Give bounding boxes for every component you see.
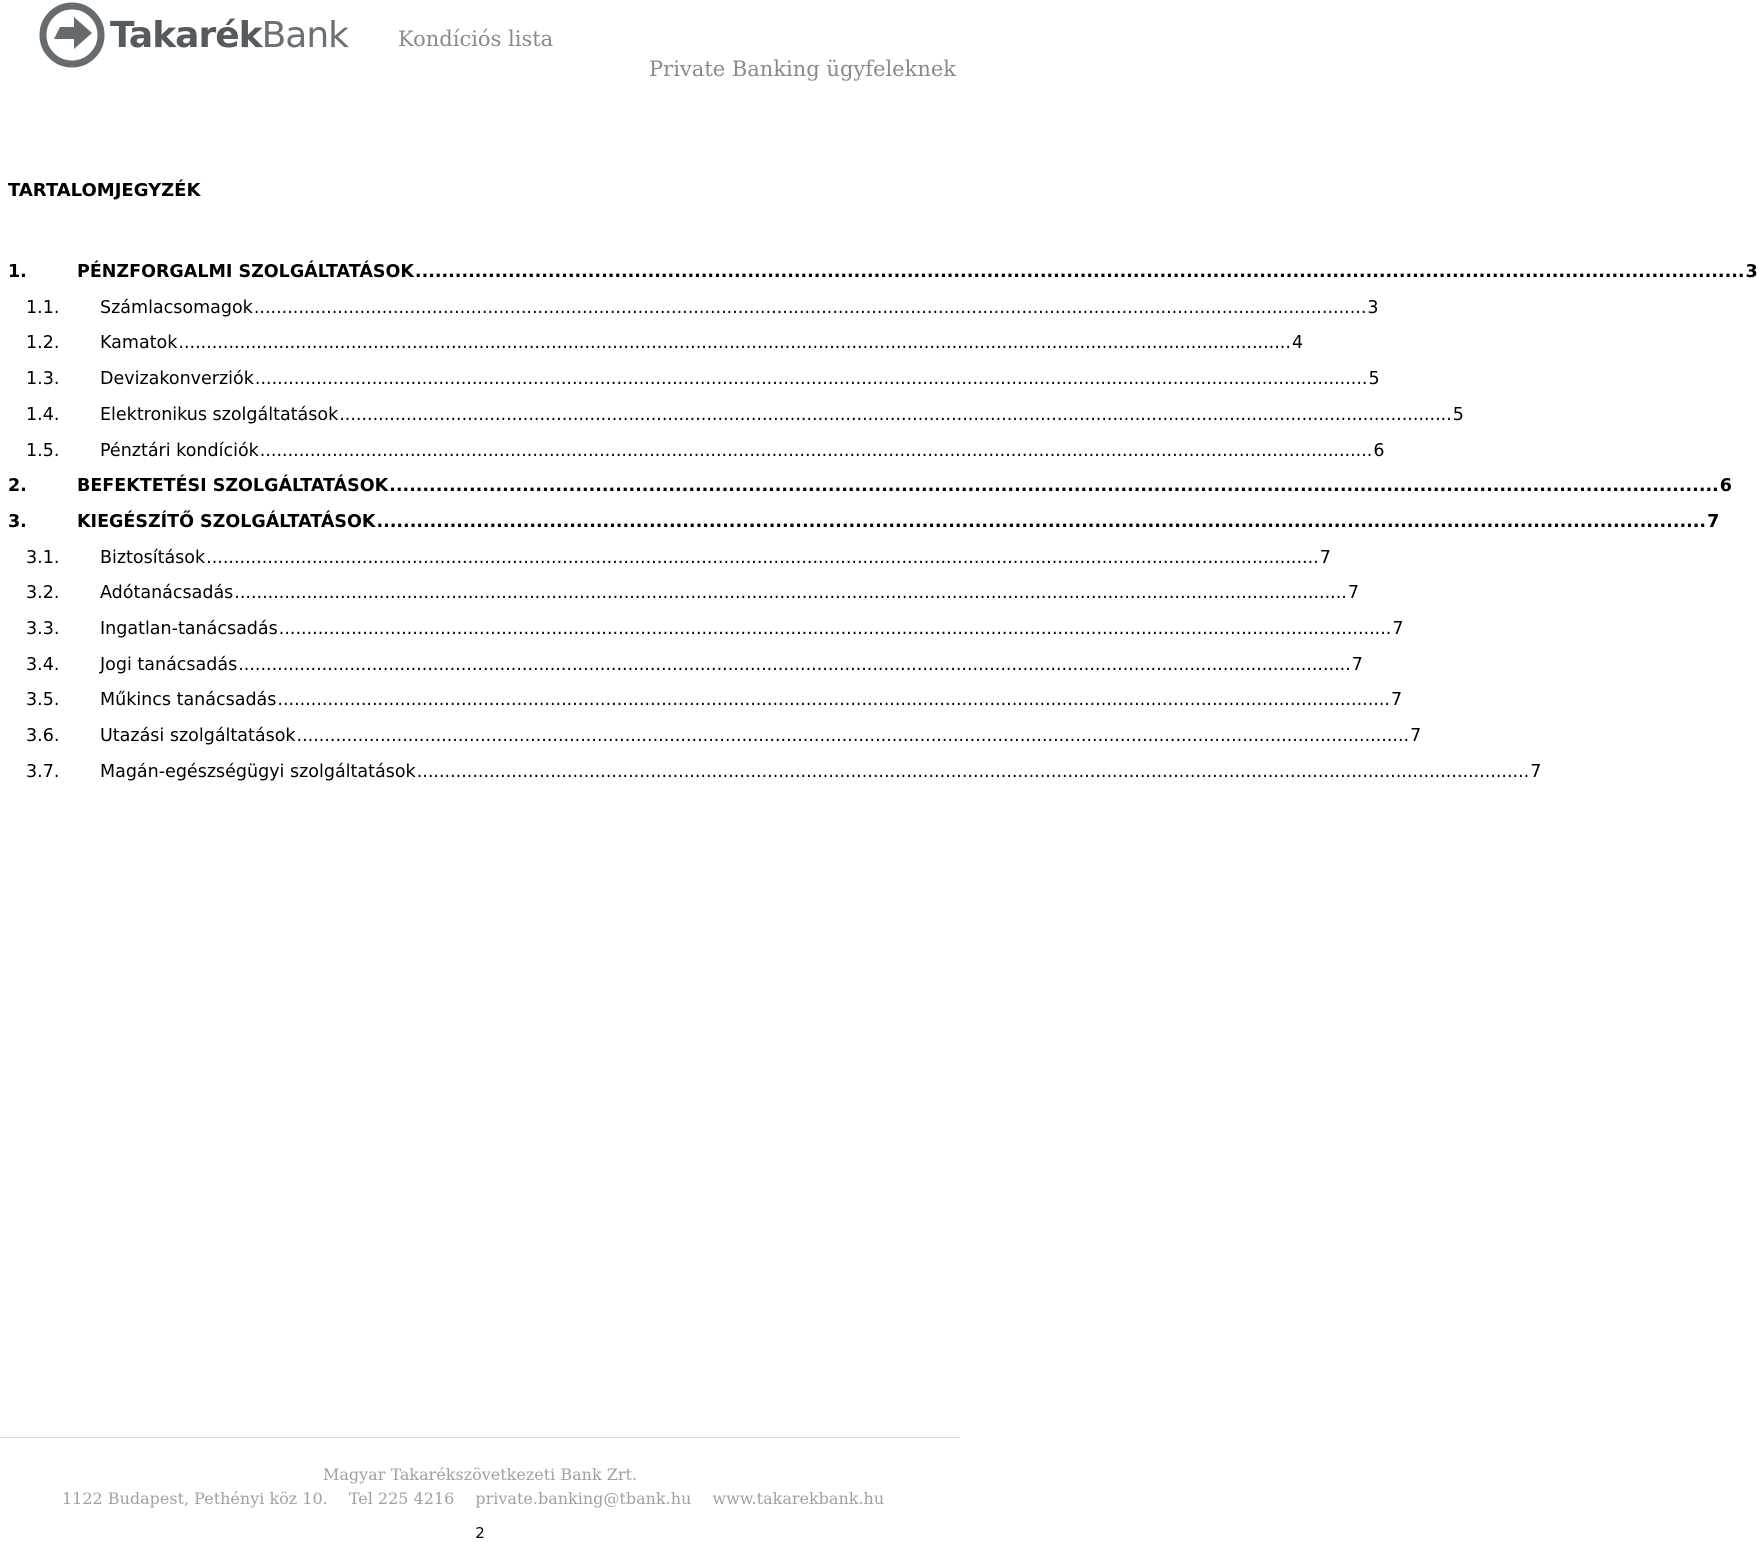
toc-dot-leader: ........................................................................................................................................................................................................	[253, 297, 1367, 318]
toc-entry-label: Elektronikus szolgáltatások	[100, 404, 339, 425]
toc-entry[interactable]	[0, 583, 1359, 607]
toc-dot-leader: ........................................................................................................................................................................................................	[376, 511, 1707, 532]
document-title: Kondíciós lista	[398, 27, 554, 51]
toc-entry[interactable]	[0, 476, 1732, 500]
footer-contacts	[62, 1489, 900, 1508]
toc-entry-number: 2.	[8, 476, 27, 497]
toc-entry[interactable]	[0, 619, 1404, 643]
footer-company-name: Magyar Takarékszövetkezeti Bank Zrt.	[322, 1465, 638, 1484]
toc-entry[interactable]	[0, 440, 1385, 465]
toc-entry-number: 3.5.	[26, 690, 60, 711]
toc-entry-page: 6	[1373, 440, 1385, 461]
toc-entry-page: 7	[1347, 583, 1359, 604]
footer-divider	[0, 1437, 960, 1438]
audience-subtitle: Private Banking ügyfeleknek	[649, 57, 956, 81]
toc-entry-label: Jogi tanácsadás	[100, 654, 238, 675]
toc-entry-number: 3.3.	[26, 619, 60, 639]
toc-entry[interactable]	[0, 654, 1363, 679]
toc-entry-number: 3.7.	[26, 761, 60, 782]
toc-entry-number: 1.	[8, 262, 27, 282]
toc-entry-number: 1.3.	[26, 369, 60, 390]
toc-entry-label: Magán-egészségügyi szolgáltatások	[100, 761, 416, 782]
toc-dot-leader: ........................................................................................................................................................................................................	[296, 726, 1410, 747]
toc-dot-leader: ........................................................................................................................................................................................................	[259, 440, 1373, 461]
toc-entry-page: 7	[1392, 619, 1404, 639]
toc-entry-page: 7	[1319, 547, 1331, 568]
toc-entry-label: Utazási szolgáltatások	[100, 726, 296, 747]
footer-phone: Tel 225 4216	[348, 1489, 455, 1508]
toc-entry-label: Műkincs tanácsadás	[100, 690, 277, 711]
toc-entry-number: 1.5.	[26, 440, 60, 461]
bank-logo-icon	[40, 3, 104, 67]
toc-entry-label: Számlacsomagok	[100, 297, 253, 318]
toc-entry-number: 3.2.	[26, 583, 60, 604]
toc-dot-leader: ........................................................................................................................................................................................................	[206, 547, 1319, 568]
toc-entry-label: Adótanácsadás	[100, 583, 234, 604]
toc-entry-number: 1.1.	[26, 297, 60, 318]
toc-entry-number: 3.	[8, 511, 27, 532]
toc-entry-page: 7	[1410, 726, 1422, 747]
toc-entry-label: Pénztári kondíciók	[100, 440, 259, 461]
toc-entry[interactable]	[0, 297, 1379, 322]
toc-entry[interactable]	[0, 547, 1331, 572]
logo-text-bold: Takarék	[110, 14, 262, 56]
toc-entry[interactable]	[0, 333, 1304, 357]
toc-dot-leader: ........................................................................................................................................................................................................	[178, 333, 1291, 354]
toc-entry-label: Kamatok	[100, 333, 178, 354]
toc-entry-page: 3	[1367, 297, 1379, 318]
toc-entry[interactable]	[0, 369, 1380, 393]
takarekbank-logo	[40, 0, 348, 70]
toc-entry-page: 6	[1719, 476, 1732, 497]
footer-email-link[interactable]: private.banking@tbank.hu	[475, 1489, 692, 1508]
toc-entry-number: 3.4.	[26, 654, 60, 675]
toc-entry-page: 7	[1390, 690, 1403, 711]
footer-website-link[interactable]: www.takarekbank.hu	[712, 1489, 885, 1508]
toc-entry-label: Devizakonverziók	[100, 369, 254, 390]
toc-entry[interactable]	[0, 511, 1720, 536]
toc-entry-page: 7	[1530, 761, 1542, 782]
toc-entry-page: 5	[1452, 404, 1464, 425]
page-header	[0, 0, 960, 100]
toc-entry-page: 4	[1291, 333, 1304, 354]
toc-entry-label: BEFEKTETÉSI SZOLGÁLTATÁSOK	[77, 476, 389, 497]
toc-dot-leader: ........................................................................................................................................................................................................	[414, 262, 1745, 282]
toc-dot-leader: ........................................................................................................................................................................................................	[416, 761, 1530, 782]
toc-dot-leader: ........................................................................................................................................................................................................	[238, 654, 1351, 675]
toc-dot-leader: ........................................................................................................................................................................................................	[234, 583, 1347, 604]
toc-entry-number: 3.1.	[26, 547, 60, 568]
toc-entry-page: 7	[1351, 654, 1363, 675]
toc-dot-leader: ........................................................................................................................................................................................................	[278, 619, 1392, 639]
toc-entry-label: Biztosítások	[100, 547, 206, 568]
logo-wordmark	[110, 15, 348, 56]
toc-entry-page: 7	[1707, 511, 1720, 532]
toc-entry-label: Ingatlan-tanácsadás	[100, 619, 278, 639]
toc-entry-label: KIEGÉSZÍTŐ SZOLGÁLTATÁSOK	[77, 511, 376, 532]
toc-entry-label: PÉNZFORGALMI SZOLGÁLTATÁSOK	[77, 262, 414, 282]
toc-entry-page: 5	[1368, 369, 1380, 390]
toc-dot-leader: ........................................................................................................................................................................................................	[339, 404, 1452, 425]
logo-text-light: Bank	[261, 14, 348, 56]
toc-entry[interactable]	[0, 262, 1758, 286]
toc-dot-leader: ........................................................................................................................................................................................................	[254, 369, 1368, 390]
toc-dot-leader: ........................................................................................................................................................................................................	[277, 690, 1390, 711]
toc-entry[interactable]	[0, 404, 1464, 429]
toc-entry[interactable]	[0, 761, 1542, 786]
toc-entry-page: 3	[1745, 262, 1758, 282]
toc-entry-number: 3.6.	[26, 726, 60, 747]
page-number: 2	[475, 1524, 485, 1542]
toc-entry[interactable]	[0, 726, 1422, 750]
footer-address: 1122 Budapest, Pethényi köz 10.	[62, 1489, 328, 1508]
toc-dot-leader: ........................................................................................................................................................................................................	[389, 476, 1719, 497]
toc-entry-number: 1.4.	[26, 404, 60, 425]
toc-entry-number: 1.2.	[26, 333, 60, 354]
toc-entry[interactable]	[0, 690, 1403, 714]
toc-heading: TARTALOMJEGYZÉK	[8, 180, 201, 201]
